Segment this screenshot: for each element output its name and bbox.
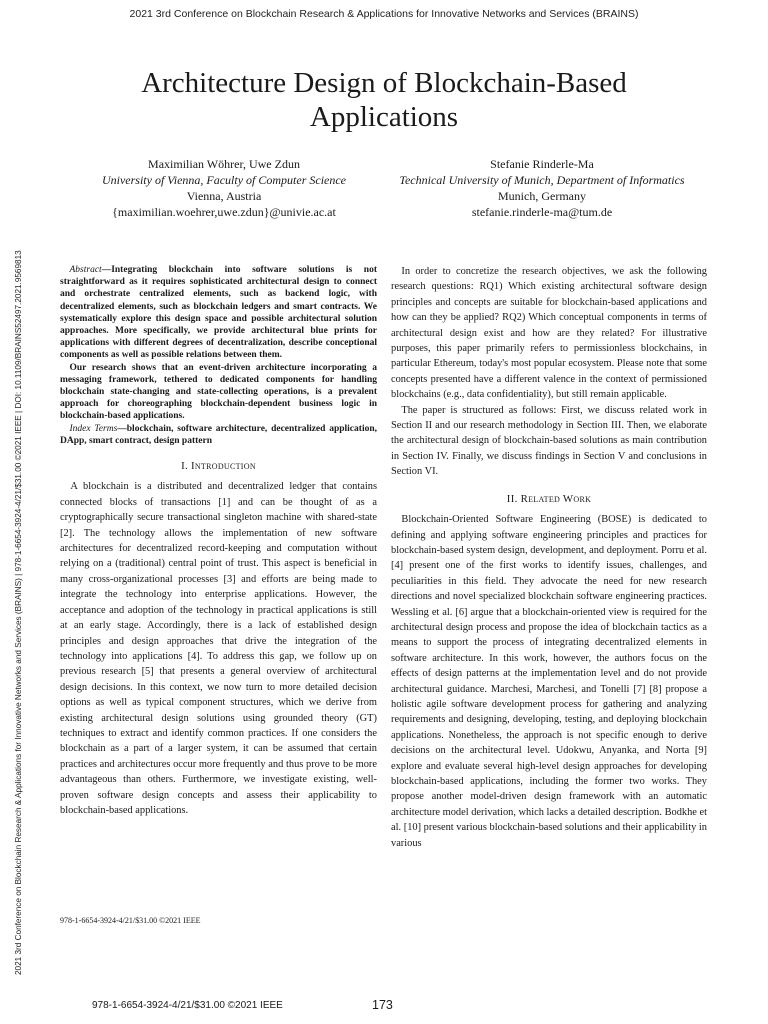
- author-affiliation: Technical University of Munich, Department of Informatics: [399, 173, 685, 187]
- abstract-text-2: Our research shows that an event-driven architecture incorporating a messaging framework, tethered to dedicated components for handling blockchain state-changing and state-collecting operations, is a prevalent approach for choreographing blockchain-dependent business logic in blockchain-based applications.: [60, 362, 377, 422]
- author-name: Stefanie Rinderle-Ma: [490, 157, 594, 171]
- left-column: [60, 264, 377, 818]
- abstract-paragraph-1: [60, 264, 377, 362]
- index-terms: [60, 423, 377, 447]
- research-questions-paragraph: In order to concretize the research objectives, we ask the following research questions: RQ1) Which existing architectural software design principles and concepts are suitable for blockchain-based applications and how can they be applied? RQ2) Which conceptual components in terms of architectural design exist and how are they related? For illustrative purposes, this paper primarily refers to permissionless blockchains, in particular Ethereum, today's most popular ecosystem. Please note that some concepts presented have a different valence in the context of permissioned blockchains (e.g., data confidentiality), but still remain applicable.: [391, 266, 707, 401]
- conference-header: 2021 3rd Conference on Blockchain Research & Applications for Innovative Networks and Services (BRAINS): [129, 8, 639, 20]
- abstract-label: Abstract: [69, 265, 102, 275]
- author-name: Maximilian Wöhrer, Uwe Zdun: [148, 157, 300, 171]
- abstract-text-1: —Integrating blockchain into software solutions is not straightforward as it requires sophisticated architectural design to connect and orchestrate centralized elements, such as backend logic, with decentralized elements, such as blockchain ledgers and smart contracts. We systematically explore this design space and possible architectural solution approaches. More specifically, we provide architectural blue prints for applications with different degrees of decentralization, describe conceptional components as well as possible relations between them.: [60, 265, 377, 361]
- author-email: stefanie.rinderle-ma@tum.de: [471, 205, 613, 219]
- paper-title: Architecture Design of Blockchain-Based Applications: [141, 67, 627, 133]
- author-affiliation: University of Vienna, Faculty of Computer Science: [101, 173, 347, 187]
- footer-isbn: 978-1-6654-3924-4/21/$31.00 ©2021 IEEE: [92, 1000, 283, 1011]
- structure-paragraph: The paper is structured as follows: First, we discuss related work in Section II and our research methodology in Section III. Then, we elaborate the architectural design of blockchain-based solutions as main contribution in Section IV. Finally, we discuss findings in Section V and conclusions in Section VI.: [391, 404, 707, 478]
- copyright-note: 978-1-6654-3924-4/21/$31.00 ©2021 IEEE: [60, 916, 201, 925]
- section-heading-introduction: I. Introduction: [181, 460, 256, 473]
- page-number: 173: [372, 998, 393, 1012]
- related-work-paragraph: Blockchain-Oriented Software Engineering (BOSE) is dedicated to defining and applying software engineering principles and practices for blockchain-based system design, development, and deployment. Porru et al. [4] present one of the first works to identify issues, challenges, and peculiarities in this field. They advocate the need for new research directions and novel specialized blockchain software engineering practices. Wessling et al. [6] argue that a blockchain-oriented view is required for the architectural design process and propose the idea of blockchain tactics as a means to support the process of integrating decentralized elements in software architecture. In this work, however, the authors focus on the effects of design patterns at the implementation level and do not provide architectural guidance. Marchesi, Marchesi, and Tonelli [7] [8] propose a holistic agile software development process for gathering and analyzing requirements and designing, developing, testing, and deploying blockchain applications. Nonetheless, the approach is not specific enough to derive decisions on the architectural level. Udokwu, Anyanka, and Norta [9] explore and evaluate several high-level design approaches for developing blockchain-based applications, including the former two works. They propose another model-driven design framework with an automatic architecture model derivation, which lacks a detailed description. Bodkhe et al. [10] present various blockchain-based solutions and their applicability in various: [391, 514, 707, 849]
- section-heading-related-work: II. Related Work: [506, 492, 592, 505]
- index-terms-text: —blockchain, software architecture, decentralized application, DApp, smart contract, design pattern: [60, 423, 377, 446]
- author-location: Munich, Germany: [498, 189, 586, 203]
- author-location: Vienna, Austria: [186, 189, 262, 203]
- author-email: {maximilian.woehrer,uwe.zdun}@univie.ac.at: [112, 205, 336, 219]
- author-block-1: [60, 156, 388, 220]
- right-column: [391, 264, 707, 851]
- author-block-2: [372, 156, 712, 220]
- abstract: [60, 264, 377, 447]
- index-terms-label: Index Terms: [69, 423, 118, 434]
- side-doi-strip: 2021 3rd Conference on Blockchain Research & Applications for Innovative Networks and Services (BRAINS) | 978-1-6654-3924-4/21/$31.00 ©2021 IEEE | DOI: 10.1109/BRAINS52497.2021.9569813: [14, 250, 23, 975]
- intro-paragraph: A blockchain is a distributed and decentralized ledger that contains connected blocks of transactions [1] and can be thought of as a cryptographically secure transactional singleton machine with shared-state [2]. The technology allows the implementation of new software architectures for decentralized record-keeping and computation without relying on a (traditional) central point of trust. This aspect is beneficial in many cross-organizational processes [3] and efforts are being made to integrate the technology into enterprise applications. However, the acceptance and adoption of the technology in practical applications is still at an early stage. Accordingly, there is a lack of established design principles and design approaches that drive the integration of the technology into applications [4]. To address this gap, we follow up on previous research [5] that presents a general overview of architectural design decisions. In this context, we now turn to more detailed decision options as well as typical component structures, which we derive from existing architectural design solutions using grounded theory (GT) techniques to extract and identify common practices. If one considers the blockchain as a part of a larger system, it can be assumed that certain practices and architectures occur more frequently and thus prove to be more advantageous than others. Furthermore, we investigate existing, well-proven software design concepts and assess their applicability to blockchain-based applications.: [60, 481, 377, 816]
